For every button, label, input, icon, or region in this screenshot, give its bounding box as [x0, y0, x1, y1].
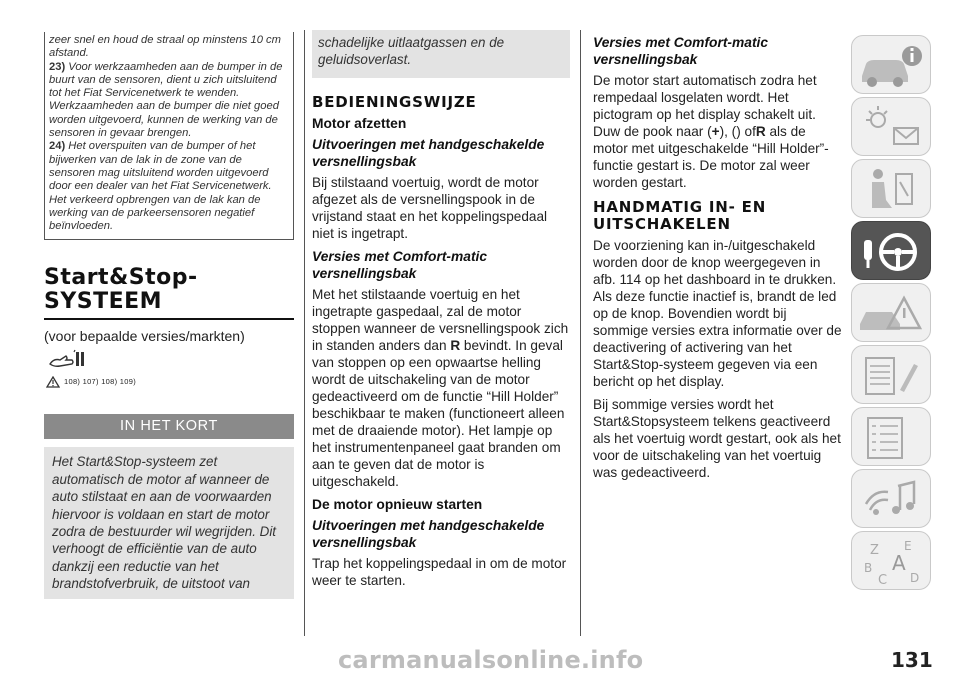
column-middle	[312, 30, 570, 589]
tab-technical-data[interactable]	[851, 407, 931, 466]
warning-lights-icon	[852, 98, 931, 156]
reference-numbers: 108) 107) 108) 109)	[64, 377, 136, 387]
gear-r-symbol: R	[450, 338, 461, 353]
maintenance-icon	[852, 346, 931, 404]
gear-r-symbol-2: R	[755, 124, 766, 139]
section-title-line2: SYSTEEM	[44, 289, 163, 315]
index-letter-d: D	[910, 571, 920, 585]
paragraph-restart-part2: ), () of	[719, 124, 756, 139]
column-left	[44, 32, 294, 599]
heading-comfort-matic-2: Versies met Comfort-matic versnellingsbak	[593, 35, 769, 67]
index-letter-z: Z	[870, 543, 879, 558]
notes-box	[44, 32, 294, 240]
summary-heading: IN HET KORT	[44, 414, 294, 439]
heading-motor-opnieuw-starten: De motor opnieuw starten	[312, 497, 483, 512]
column-divider-2	[580, 30, 581, 636]
paragraph-engine-off-manual: Bij stilstaand voertuig, wordt de motor afgezet als de versnellingspook in de vrijstand staat en het koppelingspedaal niet is ingetrapt.	[312, 175, 548, 241]
index-letter-c: C	[878, 573, 888, 588]
note-intro: zeer snel en houd de straal op minstens 10 cm afstand.	[49, 34, 281, 60]
note-24-text: Het overspuiten van de bumper of het bijwerken van de lak in de zone van de sensoren mag uitsluitend worden uitgevoerd door een dealer van het Fiat Servicenetwerk. Het verkeerd opbrengen van de lak kan de werking van de parkeersensoren negatief beïnvloeden.	[49, 140, 272, 233]
section-title	[44, 266, 294, 314]
warning-icon	[46, 376, 60, 388]
tab-maintenance[interactable]	[851, 345, 931, 404]
index-icon	[852, 532, 931, 590]
page-number: 131	[891, 648, 933, 672]
heading-comfort-matic-1: Versies met Comfort-matic versnellingsbak	[312, 249, 488, 281]
index-letter-a: A	[892, 551, 906, 575]
hand-icon	[46, 348, 88, 370]
paragraph-engine-off-comfort	[312, 286, 570, 490]
section-title-line1: Start&Stop-	[44, 265, 198, 291]
paragraph-comfort-part2: bevindt. In geval van stoppen op een opwaartse helling wordt de uitschakeling van de motor gedeactiveerd om de functie “Hill Holder” beschikbaar te maken (functioneert alleen met de draaiende motor). Het lampje op het instrumentenpaneel gaat branden om aan te geven dat de motor is uitgeschakeld.	[312, 338, 565, 489]
summary-body: Het Start&Stop-systeem zet automatisch de motor af wanneer de auto stilstaat en aan de voorwaarden hiervoor is voldaan en start de motor zodra de bestuurder wil wegrijden. Dit verhoogt de efficiëntie van de auto dankzij een reductie van het brandstofverbruik, de uitstoot van	[44, 447, 294, 599]
breakdown-icon	[852, 284, 931, 342]
multimedia-icon	[852, 470, 931, 528]
heading-manual-gearbox-2: Uitvoeringen met handgeschakelde versnellingsbak	[312, 518, 545, 550]
tab-warning-lights[interactable]	[851, 97, 931, 156]
index-letter-b: B	[864, 561, 873, 575]
tab-car-info[interactable]	[851, 35, 931, 94]
note-23	[49, 61, 287, 141]
watermark: carmanualsonline.info	[338, 646, 644, 674]
column-right	[593, 34, 843, 481]
tab-multimedia[interactable]	[851, 469, 931, 528]
note-24	[49, 140, 287, 233]
paragraph-restart-comfort	[593, 72, 843, 191]
reference-icons	[44, 348, 294, 387]
section-title-rule	[44, 318, 294, 320]
column-divider-1	[304, 30, 305, 636]
summary-continuation: schadelijke uitlaatgassen en de geluidsoverlast.	[312, 30, 570, 78]
note-23-number: 23)	[49, 60, 66, 73]
tab-emergency[interactable]	[851, 283, 931, 342]
availability-note: (voor bepaalde versies/markten)	[44, 328, 245, 345]
paragraph-auto-activation: Bij sommige versies wordt het Start&Stopsysteem telkens geactiveerd als het voertuig wordt gestart, ook als het voor de uitschakeling van het voertuig was gedeactiveerd.	[593, 397, 841, 480]
tab-starting-driving[interactable]	[851, 221, 931, 280]
steering-wheel-icon	[852, 222, 931, 280]
car-info-icon	[852, 36, 931, 94]
note-23-text: Voor werkzaamheden aan de bumper in de buurt van de sensoren, dient u zich uitsluitend tot het Fiat Servicenetwerk te wenden. Werkzaamheden aan de bumper die niet goed worden uitgevoerd, kunnen de werking van de sensoren in gevaar brengen.	[49, 60, 283, 140]
heading-handmatig: HANDMATIG IN- EN UITSCHAKELEN	[593, 198, 767, 233]
paragraph-restart-manual: Trap het koppelingspedaal in om de motor weer te starten.	[312, 556, 567, 588]
heading-motor-afzetten: Motor afzetten	[312, 116, 407, 131]
note-24-number: 24)	[49, 140, 66, 153]
paragraph-comfort-part1: Met het stilstaande voertuig en het ingetrapte gaspedaal, zal de motor stoppen wanneer de versnellingspook zich in standen anders dan	[312, 287, 569, 353]
heading-bedieningswijze: BEDIENINGSWIJZE	[312, 93, 477, 111]
tab-safety[interactable]	[851, 159, 931, 218]
airbag-icon	[852, 160, 931, 218]
technical-data-icon	[852, 408, 931, 466]
paragraph-restart-part1: De motor start automatisch zodra het rempedaal losgelaten wordt. Het pictogram op het display schakelt uit. Duw de pook naar (	[593, 73, 817, 139]
paragraph-manual-toggle: De voorziening kan in-/uitgeschakeld worden door de knop weergegeven in afb. 114 op het dashboard in te drukken. Als deze functie inactief is, brandt de led op de knop. Bovendien wordt bij sommige versies extra informatie over de deactivering of activering van het Start&Stop-systeem gegeven via een bericht op het display.	[593, 238, 842, 389]
chapter-tabs	[851, 35, 931, 593]
heading-manual-gearbox-1: Uitvoeringen met handgeschakelde versnellingsbak	[312, 137, 545, 169]
paragraph-restart-part3: als de motor met uitgeschakelde “Hill Holder”-functie gestart is. De motor zal weer worden gestart.	[593, 124, 829, 190]
tab-index[interactable]	[851, 531, 931, 590]
index-letter-e: E	[904, 539, 912, 553]
gear-plus-symbol: +	[711, 124, 720, 139]
